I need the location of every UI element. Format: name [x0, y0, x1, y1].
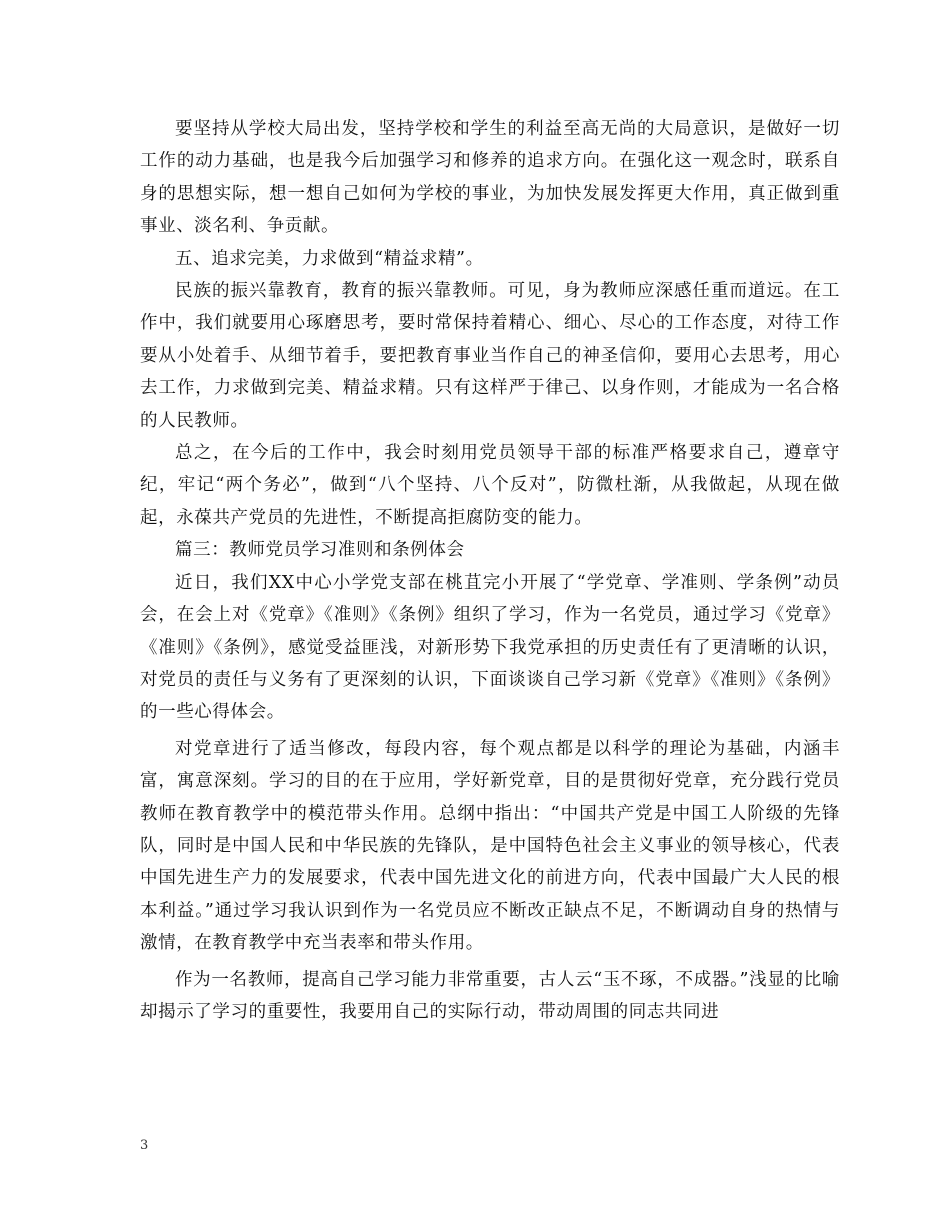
page-number: 3 [140, 1138, 149, 1153]
paragraph-3: 总之，在今后的工作中，我会时刻用党员领导干部的标准严格要求自己，遵章守纪，牢记“两个务必”，做到“八个坚持、八个反对”，防微杜渐，从我做起，从现在做起，永葆共产党员的先进性，不断提高拒腐防变的能力。 [140, 443, 840, 528]
paragraph-1: 要坚持从学校大局出发，坚持学校和学生的利益至高无尚的大局意识，是做好一切工作的动力基础，也是我今后加强学习和修养的追求方向。在强化这一观念时，联系自身的思想实际，想一想自己如何为学校的事业，为加快发展发挥更大作用，真正做到重事业、淡名利、争贡献。 [140, 119, 840, 237]
paragraph-5: 对党章进行了适当修改，每段内容，每个观点都是以科学的理论为基础，内涵丰富，寓意深刻。学习的目的在于应用，学好新党章，目的是贯彻好党章，充分践行党员教师在教育教学中的模范带头作用。总纲中指出：“中国共产党是中国工人阶级的先锋队，同时是中国人民和中华民族的先锋队，是中国特色社会主义事业的领导核心，代表中国先进生产力的发展要求，代表中国先进文化的前进方向，代表中国最广大人民的根本利益。”通过学习我认识到作为一名党员应不断改正缺点不足，不断调动自身的热情与激情，在教育教学中充当表率和带头作用。 [140, 738, 840, 954]
paragraph-4: 近日，我们XX中心小学党支部在桃苴完小开展了“学党章、学准则、学条例”动员会，在会上对《党章》《准则》《条例》组织了学习，作为一名党员，通过学习《党章》《准则》《条例》，感觉受益匪浅，对新形势下我党承担的历史责任有了更清晰的认识，对党员的责任与义务有了更深刻的认识，下面谈谈自己学习新《党章》《准则》《条例》的一些心得体会。 [140, 572, 840, 723]
paragraph-6: 作为一名教师，提高自己学习能力非常重要，古人云“玉不琢，不成器。”浅显的比喻却揭示了学习的重要性，我要用自己的实际行动，带动周围的同志共同进 [140, 969, 840, 1022]
article-heading-part-three: 篇三：教师党员学习准则和条例体会 [175, 540, 465, 561]
paragraph-2: 民族的振兴靠教育，教育的振兴靠教师。可见，身为教师应深感任重而道远。在工作中，我们就要用心琢磨思考，要时常保持着精心、细心、尽心的工作态度，对待工作要从小处着手、从细节着手，要把教育事业当作自己的神圣信仰，要用心去思考，用心去工作，力求做到完美、精益求精。只有这样严于律己、以身作则，才能成为一名合格的人民教师。 [140, 281, 840, 431]
section-heading-five: 五、追求完美，力求做到“精益求精”。 [175, 248, 484, 269]
document-body [140, 113, 840, 1028]
